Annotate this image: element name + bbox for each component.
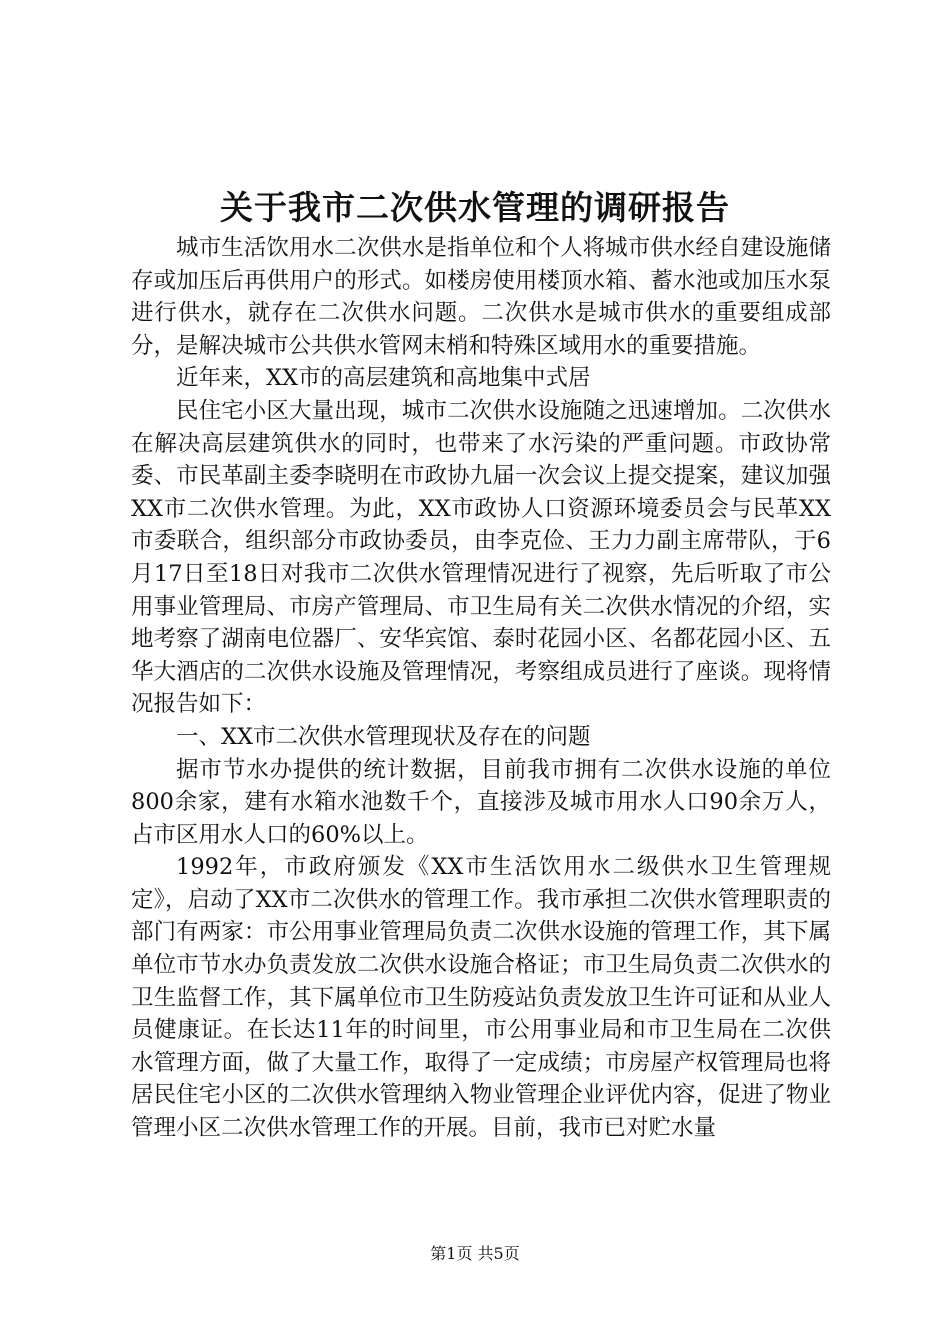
paragraph-intro: 城市生活饮用水二次供水是指单位和个人将城市供水经自建设施储存或加压后再供用户的形式。如楼房使用楼顶水箱、蓄水池或加压水泵进行供水，就存在二次供水问题。二次供水是城市供水的重要组成部分，是解决城市公共供水管网末梢和特殊区域用水的重要措施。 bbox=[131, 235, 831, 359]
page-footer: 第1页 共5页 bbox=[430, 1244, 520, 1263]
paragraph-background: 民住宅小区大量出现，城市二次供水设施随之迅速增加。二次供水在解决高层建筑供水的同时，也带来了水污染的严重问题。市政协常委、市民革副主委李晓明在市政协九届一次会议上提交提案，建议加强XX市二次供水管理。为此，XX市政协人口资源环境委员会与民革XX市委联合，组织部分市政协委员，由李克俭、王力力副主席带队，于6月17日至18日对我市二次供水管理情况进行了视察，先后听取了市公用事业管理局、市房产管理局、市卫生局有关二次供水情况的介绍，实地考察了湖南电位器厂、安华宾馆、泰时花园小区、名都花园小区、五华大酒店的二次供水设施及管理情况，考察组成员进行了座谈。现将情况报告如下： bbox=[131, 397, 831, 718]
document-body bbox=[131, 232, 831, 1145]
paragraph-statistics: 据市节水办提供的统计数据，目前我市拥有二次供水设施的单位800余家，建有水箱水池数千个，直接涉及城市用水人口90余万人，占市区用水人口的60%以上。 bbox=[131, 756, 831, 848]
paragraph-recent-years: 近年来，XX市的高层建筑和高地集中式居 bbox=[176, 365, 591, 392]
section-heading-1: 一、XX市二次供水管理现状及存在的问题 bbox=[176, 723, 591, 750]
paragraph-history: 1992年，市政府颁发《XX市生活饮用水二级供水卫生管理规定》，启动了XX市二次供水的管理工作。我市承担二次供水管理职责的部门有两家：市公用事业管理局负责二次供水设施的管理工作，其下属单位市节水办负责发放二次供水设施合格证；市卫生局负责二次供水的卫生监督工作，其下属单位市卫生防疫站负责发放卫生许可证和从业人员健康证。在长达11年的时间里，市公用事业局和市卫生局在二次供水管理方面，做了大量工作，取得了一定成绩；市房屋产权管理局也将居民住宅小区的二次供水管理纳入物业管理企业评优内容，促进了物业管理小区二次供水管理工作的开展。目前，我市已对贮水量 bbox=[131, 854, 831, 1142]
document-title: 关于我市二次供水管理的调研报告 bbox=[220, 188, 730, 227]
